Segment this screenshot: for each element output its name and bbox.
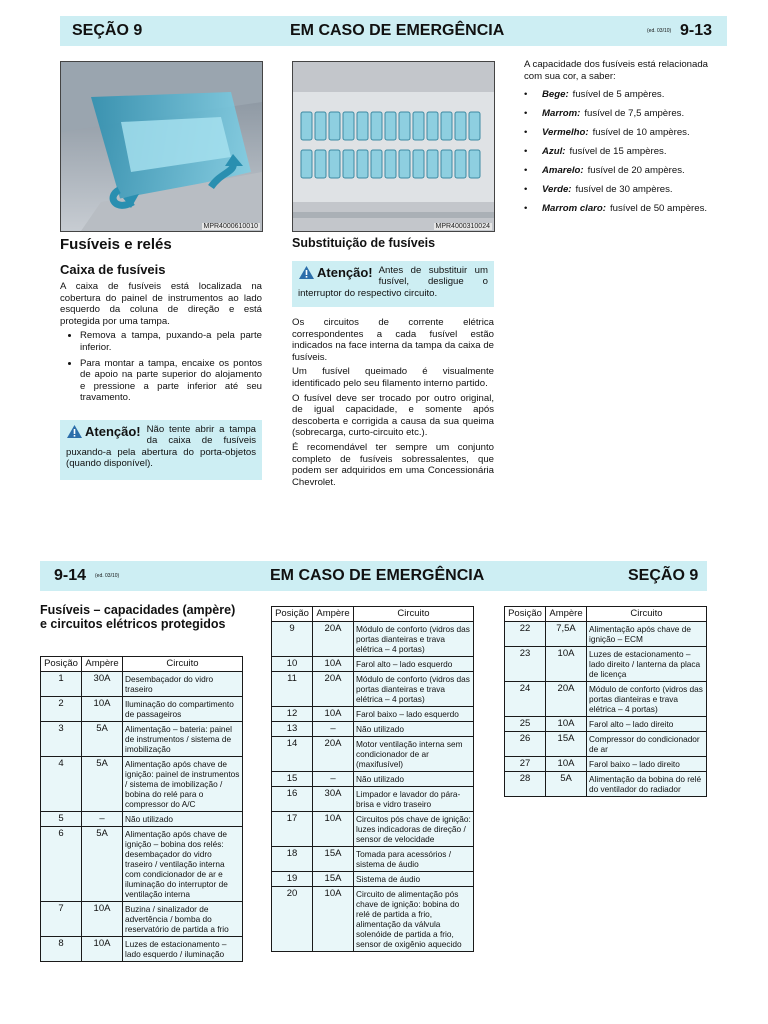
bottom-page-number: 9-14 <box>54 567 87 584</box>
circuit-cell: Módulo de conforto (vidros das portas dianteiras e trava elétrica – 4 portas) <box>587 682 707 717</box>
fuse-table-1 <box>40 656 243 962</box>
table-row <box>41 672 243 697</box>
ampere-cell: 10A <box>313 887 354 952</box>
warning-box-1 <box>60 420 262 480</box>
position-cell: 9 <box>272 622 313 657</box>
bottom-section-label: SEÇÃO 9 <box>628 567 699 584</box>
paragraph: O fusível deve ser trocado por outro original, de igual capacidade, e somente após descoberta e corrigida a causa da sua queima (sobrecarga, curto-circuito etc.). <box>292 392 494 439</box>
warning-triangle-icon <box>66 424 83 439</box>
ampere-cell: 7,5A <box>546 622 587 647</box>
table-row <box>505 757 707 772</box>
column-header: Ampère <box>546 607 587 622</box>
table-row <box>272 872 474 887</box>
table-row <box>272 737 474 772</box>
fuse-box-heading: Caixa de fusíveis <box>60 262 166 277</box>
circuit-cell: Módulo de conforto (vidros das portas dianteiras e trava elétrica – 4 portas) <box>354 672 474 707</box>
circuit-cell: Luzes de estacionamento – lado direito / lanterna da placa de licença <box>587 647 707 682</box>
table-row <box>41 902 243 937</box>
table-row <box>41 937 243 962</box>
column-header: Ampère <box>313 607 354 622</box>
fuse-box-paragraph: A caixa de fusíveis está localizada na cobertura do painel de instrumentos ao lado esquerdo da coluna de direção e está protegida por uma tampa. <box>60 281 262 327</box>
fuse-box-photo <box>292 61 495 232</box>
column-header: Posição <box>272 607 313 622</box>
position-cell: 16 <box>272 787 313 812</box>
paragraph: É recomendável ter sempre um conjunto completo de fusíveis sobressalentes, que podem ser adquiridos em uma Concessionária Chevrolet. <box>292 441 494 488</box>
position-cell: 5 <box>41 812 82 827</box>
top-page-title: EM CASO DE EMERGÊNCIA <box>290 22 505 39</box>
circuit-cell: Buzina / sinalizador de advertência / bomba do reservatório de partida a frio <box>123 902 243 937</box>
position-cell: 19 <box>272 872 313 887</box>
circuit-cell: Módulo de conforto (vidros das portas dianteiras e trava elétrica – 4 portas) <box>354 622 474 657</box>
fuse-replacement-body <box>292 317 494 491</box>
fuse-table-3 <box>504 606 707 797</box>
ampere-cell: 5A <box>82 722 123 757</box>
top-header-bar <box>60 16 727 46</box>
position-cell: 10 <box>272 657 313 672</box>
position-cell: 17 <box>272 812 313 847</box>
table-header-row <box>272 607 474 622</box>
table-row <box>505 682 707 717</box>
list-item: • Vermelho: fusível de 10 ampères. <box>524 127 690 138</box>
position-cell: 13 <box>272 722 313 737</box>
warning-label: Atenção! <box>298 265 373 280</box>
ampere-cell: – <box>313 722 354 737</box>
table-row <box>272 722 474 737</box>
bottom-header-bar <box>40 561 707 591</box>
list-item: • Remova a tampa, puxando-a pela parte inferior. <box>80 330 262 353</box>
position-cell: 7 <box>41 902 82 937</box>
position-cell: 15 <box>272 772 313 787</box>
position-cell: 6 <box>41 827 82 902</box>
position-cell: 14 <box>272 737 313 772</box>
column-header: Ampère <box>82 657 123 672</box>
ampere-cell: 10A <box>313 657 354 672</box>
warning-triangle-icon <box>298 265 315 280</box>
position-cell: 27 <box>505 757 546 772</box>
ampere-cell: 5A <box>546 772 587 797</box>
circuit-cell: Tomada para acessórios / sistema de áudio <box>354 847 474 872</box>
bottom-page-title: EM CASO DE EMERGÊNCIA <box>270 567 485 584</box>
position-cell: 8 <box>41 937 82 962</box>
fuse-box-list <box>60 330 262 404</box>
table-row <box>272 622 474 657</box>
table-row <box>272 847 474 872</box>
ampere-cell: 30A <box>82 672 123 697</box>
circuit-cell: Alimentação após chave de ignição: painel de instrumentos / sistema de imobilização / bobina do relé para o compressor do A/C <box>123 757 243 812</box>
circuit-cell: Motor ventilação interna sem condicionador de ar (maxifusível) <box>354 737 474 772</box>
photo2-caption: MPR4000310024 <box>435 223 490 230</box>
circuit-cell: Circuitos pós chave de ignição: luzes indicadoras de direção / sensor de velocidade <box>354 812 474 847</box>
ampere-cell: 20A <box>313 672 354 707</box>
table-row <box>505 622 707 647</box>
position-cell: 1 <box>41 672 82 697</box>
list-item: • Marrom: fusível de 7,5 ampères. <box>524 108 685 119</box>
position-cell: 23 <box>505 647 546 682</box>
ampere-cell: 15A <box>546 732 587 757</box>
table-row <box>41 722 243 757</box>
table-row <box>505 717 707 732</box>
fuse-box-cover-photo <box>60 61 263 232</box>
column-header: Circuito <box>587 607 707 622</box>
circuit-cell: Farol baixo – lado esquerdo <box>354 707 474 722</box>
ampere-cell: 10A <box>546 647 587 682</box>
top-section-label: SEÇÃO 9 <box>72 22 143 39</box>
table-row <box>505 732 707 757</box>
top-edition: (ed. 03/10) <box>647 28 672 34</box>
table-row <box>272 672 474 707</box>
paragraph: Um fusível queimado é visualmente identificado pelo seu filamento interno partido. <box>292 366 494 389</box>
ampere-cell: 10A <box>82 697 123 722</box>
circuit-cell: Compressor do condicionador de ar <box>587 732 707 757</box>
photo1-caption: MPR4000610010 <box>203 223 258 230</box>
list-item: • Verde: fusível de 30 ampères. <box>524 184 673 195</box>
ampere-cell: 20A <box>313 622 354 657</box>
list-item: • Para montar a tampa, encaixe os pontos de apoio na parte superior do alojamento e pressione a parte inferior até seu travamento. <box>80 358 262 404</box>
table-row <box>272 657 474 672</box>
ampere-cell: 5A <box>82 757 123 812</box>
table-row <box>272 887 474 952</box>
ampere-cell: 20A <box>313 737 354 772</box>
ampere-cell: 30A <box>313 787 354 812</box>
position-cell: 4 <box>41 757 82 812</box>
ampere-cell: 10A <box>82 937 123 962</box>
column-header: Circuito <box>123 657 243 672</box>
table-row <box>41 812 243 827</box>
fuse-box-body <box>60 281 262 408</box>
circuit-cell: Iluminação do compartimento de passageiros <box>123 697 243 722</box>
table-row <box>41 757 243 812</box>
fuse-box-illustration <box>293 62 494 231</box>
capacity-intro: A capacidade dos fusíveis está relacionada com sua cor, a saber: <box>524 59 709 82</box>
fuse-box-cover-illustration <box>61 62 262 231</box>
fuse-replacement-heading: Substituição de fusíveis <box>292 236 436 250</box>
circuit-cell: Alimentação da bobina do relé do ventilador do radiador <box>587 772 707 797</box>
table-row <box>272 787 474 812</box>
position-cell: 2 <box>41 697 82 722</box>
warning-box-2 <box>292 261 494 307</box>
table-row <box>505 772 707 797</box>
warning-text: Antes de substituir um fusível, desligue o interruptor do respectivo circuito. <box>298 265 488 299</box>
circuit-cell: Luzes de estacionamento – lado esquerdo / iluminação <box>123 937 243 962</box>
fuse-table-heading: Fusíveis – capacidades (ampère) e circuitos elétricos protegidos <box>40 603 236 631</box>
position-cell: 28 <box>505 772 546 797</box>
warning-label: Atenção! <box>66 424 141 439</box>
ampere-cell: – <box>313 772 354 787</box>
table-row <box>41 697 243 722</box>
ampere-cell: 10A <box>546 757 587 772</box>
ampere-cell: – <box>82 812 123 827</box>
bottom-edition: (ed. 03/10) <box>95 573 120 579</box>
table-row <box>272 812 474 847</box>
circuit-cell: Não utilizado <box>123 812 243 827</box>
position-cell: 12 <box>272 707 313 722</box>
list-item: • Amarelo: fusível de 20 ampères. <box>524 165 685 176</box>
position-cell: 24 <box>505 682 546 717</box>
circuit-cell: Alimentação – bateria: painel de instrumentos / sistema de imobilização <box>123 722 243 757</box>
fuse-table-2 <box>271 606 474 952</box>
circuit-cell: Alimentação após chave de ignição – ECM <box>587 622 707 647</box>
circuit-cell: Não utilizado <box>354 772 474 787</box>
ampere-cell: 15A <box>313 847 354 872</box>
circuit-cell: Desembaçador do vidro traseiro <box>123 672 243 697</box>
list-item: • Bege: fusível de 5 ampères. <box>524 89 665 100</box>
table-header-row <box>505 607 707 622</box>
ampere-cell: 5A <box>82 827 123 902</box>
circuit-cell: Farol baixo – lado direito <box>587 757 707 772</box>
list-item: • Marrom claro: fusível de 50 ampères. <box>524 203 708 214</box>
position-cell: 3 <box>41 722 82 757</box>
list-item: • Azul: fusível de 15 ampères. <box>524 146 667 157</box>
circuit-cell: Sistema de áudio <box>354 872 474 887</box>
circuit-cell: Não utilizado <box>354 722 474 737</box>
paragraph: Os circuitos de corrente elétrica correspondentes a cada fusível estão indicados na face interna da tampa da caixa de fusíveis. <box>292 317 494 363</box>
position-cell: 18 <box>272 847 313 872</box>
circuit-cell: Farol alto – lado esquerdo <box>354 657 474 672</box>
circuit-cell: Circuito de alimentação pós chave de ignição: bobina do relé de partida a frio, alimentação da válvula solenóide de partida a frio, sensor de oxigênio aquecido <box>354 887 474 952</box>
fuses-relays-heading: Fusíveis e relés <box>60 236 172 253</box>
ampere-cell: 20A <box>546 682 587 717</box>
circuit-cell: Alimentação após chave de ignição – bobina dos relés: desembaçador do vidro traseiro / ventilação interna com condicionador de ar e iluminação do interruptor de ventilação interna <box>123 827 243 902</box>
top-page-number: 9-13 <box>680 22 713 39</box>
table-header-row <box>41 657 243 672</box>
position-cell: 25 <box>505 717 546 732</box>
position-cell: 20 <box>272 887 313 952</box>
position-cell: 22 <box>505 622 546 647</box>
column-header: Posição <box>505 607 546 622</box>
table-row <box>41 827 243 902</box>
warning-text: Não tente abrir a tampa da caixa de fusíveis puxando-a pela abertura do porta-objetos (quando disponível). <box>66 424 256 470</box>
table-row <box>272 707 474 722</box>
position-cell: 26 <box>505 732 546 757</box>
fuse-color-list <box>524 89 734 222</box>
ampere-cell: 10A <box>546 717 587 732</box>
column-header: Circuito <box>354 607 474 622</box>
table-row <box>272 772 474 787</box>
ampere-cell: 10A <box>313 707 354 722</box>
ampere-cell: 10A <box>82 902 123 937</box>
ampere-cell: 10A <box>313 812 354 847</box>
circuit-cell: Farol alto – lado direito <box>587 717 707 732</box>
circuit-cell: Limpador e lavador do pára-brisa e vidro traseiro <box>354 787 474 812</box>
table-row <box>505 647 707 682</box>
position-cell: 11 <box>272 672 313 707</box>
column-header: Posição <box>41 657 82 672</box>
ampere-cell: 15A <box>313 872 354 887</box>
